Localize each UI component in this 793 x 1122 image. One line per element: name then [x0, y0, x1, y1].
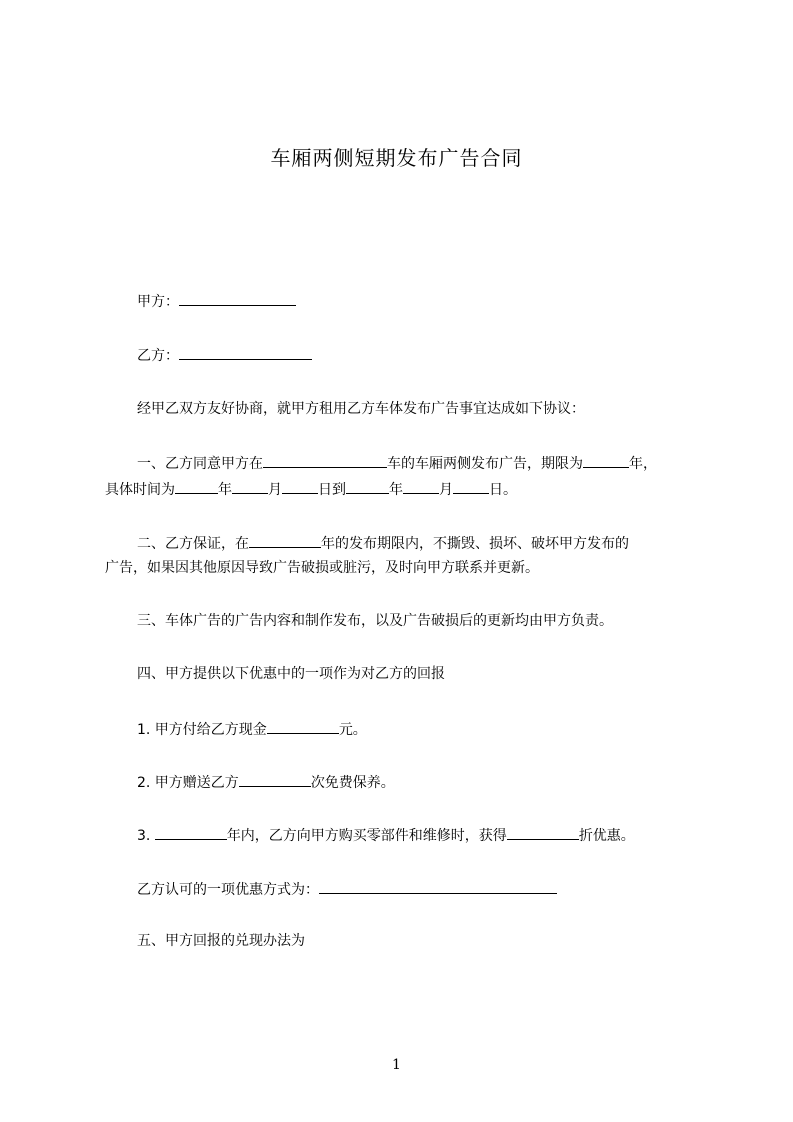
vehicle-blank[interactable] — [263, 452, 387, 468]
intro-paragraph: 经甲乙双方友好协商，就甲方租用乙方车体发布广告事宜达成如下协议： — [137, 401, 585, 417]
option-3-text-a: 3. — [137, 828, 155, 844]
start-day-unit: 日到 — [318, 482, 346, 498]
discount-rate-blank[interactable] — [507, 824, 579, 840]
option-3-text-c: 折优惠。 — [578, 828, 635, 844]
start-year-unit: 年 — [218, 482, 232, 498]
clause-5: 五、甲方回报的兑现办法为 — [137, 933, 305, 949]
option-1-text-b: 元。 — [338, 722, 367, 738]
end-year-unit: 年 — [389, 482, 403, 498]
party-a-label: 甲方： — [137, 294, 179, 310]
clause-3: 三、车体广告的广告内容和制作发布，以及广告破损后的更新均由甲方负责。 — [137, 613, 613, 629]
document-title: 车厢两侧短期发布广告合同 — [270, 146, 523, 170]
clause-1-text-b: 车的车厢两侧发布广告，期限为 — [387, 456, 583, 472]
end-day-unit: 日。 — [489, 482, 517, 498]
clause-2-text-a: 二、乙方保证，在 — [137, 536, 249, 552]
option-1-text-a: 1. 甲方付给乙方现金 — [137, 722, 267, 738]
party-b-line — [137, 344, 312, 366]
clause-1-text-a: 一、乙方同意甲方在 — [137, 456, 263, 472]
chosen-option-label: 乙方认可的一项优惠方式为： — [137, 882, 319, 898]
page-number: 1 — [392, 1057, 401, 1073]
end-month-blank[interactable] — [403, 478, 439, 494]
clause-2-text-b: 年的发布期限内，不撕毁、损坏、破坏甲方发布的 — [321, 536, 629, 552]
party-b-blank[interactable] — [179, 344, 312, 360]
option-1 — [137, 718, 367, 740]
option-3-text-b: 年内，乙方向甲方购买零部件和维修时，获得 — [226, 828, 507, 844]
start-month-blank[interactable] — [232, 478, 268, 494]
clause-2-line-1 — [137, 532, 629, 554]
end-year-blank[interactable] — [346, 478, 389, 494]
clause-1-line-1 — [137, 452, 657, 474]
option-2-text-a: 2. 甲方赠送乙方 — [137, 775, 239, 791]
clause-2-line-2: 广告，如果因其他原因导致广告破损或脏污，及时向甲方联系并更新。 — [105, 560, 539, 576]
option-2-text-b: 次免费保养。 — [310, 775, 395, 791]
discount-years-blank[interactable] — [155, 824, 227, 840]
term-years-blank[interactable] — [583, 452, 629, 468]
party-b-label: 乙方： — [137, 348, 179, 364]
publish-years-blank[interactable] — [249, 532, 321, 548]
clause-1-period-label: 具体时间为 — [105, 482, 175, 498]
option-2 — [137, 771, 395, 793]
clause-1-line-2 — [105, 478, 517, 500]
chosen-option-blank[interactable] — [319, 878, 557, 894]
party-a-line — [137, 290, 296, 312]
cash-amount-blank[interactable] — [267, 718, 339, 734]
start-year-blank[interactable] — [175, 478, 218, 494]
end-day-blank[interactable] — [453, 478, 489, 494]
chosen-option-line — [137, 878, 557, 900]
start-month-unit: 月 — [268, 482, 282, 498]
start-day-blank[interactable] — [282, 478, 318, 494]
end-month-unit: 月 — [439, 482, 453, 498]
clause-4: 四、甲方提供以下优惠中的一项作为对乙方的回报 — [137, 666, 445, 682]
option-3 — [137, 824, 635, 846]
free-service-count-blank[interactable] — [239, 771, 311, 787]
party-a-blank[interactable] — [179, 290, 296, 306]
clause-1-text-c: 年， — [629, 456, 657, 472]
